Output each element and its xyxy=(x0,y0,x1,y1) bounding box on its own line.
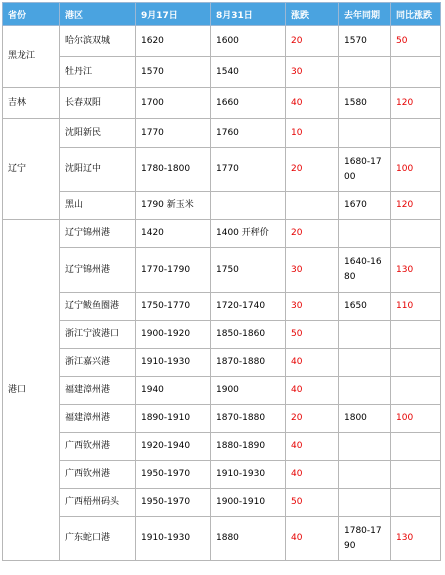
change-cell: 20 xyxy=(286,220,339,248)
last-year-cell: 1780-1790 xyxy=(339,517,391,561)
last-year-cell xyxy=(339,489,391,517)
sep17-cell: 1700 xyxy=(136,88,211,119)
last-year-cell: 1680-1700 xyxy=(339,148,391,192)
table-row xyxy=(3,377,441,405)
yoy-cell: 50 xyxy=(391,26,441,57)
yoy-cell xyxy=(391,220,441,248)
aug31-cell: 1880-1890 xyxy=(211,433,286,461)
last-year-cell: 1640-1680 xyxy=(339,248,391,293)
sep17-cell: 1920-1940 xyxy=(136,433,211,461)
aug31-cell: 1770 xyxy=(211,148,286,192)
yoy-cell xyxy=(391,377,441,405)
sep17-cell: 1790 新玉米 xyxy=(136,192,211,220)
sep17-cell: 1780-1800 xyxy=(136,148,211,192)
table-row xyxy=(3,517,441,561)
table-row xyxy=(3,88,441,119)
sep17-cell: 1770-1790 xyxy=(136,248,211,293)
last-year-cell xyxy=(339,433,391,461)
port-cell: 辽宁锦州港 xyxy=(60,220,136,248)
table-row xyxy=(3,461,441,489)
change-cell: 30 xyxy=(286,248,339,293)
port-cell: 牡丹江 xyxy=(60,57,136,88)
port-cell: 广西钦州港 xyxy=(60,461,136,489)
corn-price-table xyxy=(2,2,441,561)
last-year-cell xyxy=(339,220,391,248)
change-cell: 40 xyxy=(286,461,339,489)
aug31-cell: 1870-1880 xyxy=(211,349,286,377)
sep17-cell: 1910-1930 xyxy=(136,349,211,377)
aug31-cell: 1750 xyxy=(211,248,286,293)
header-aug31: 8月31日 xyxy=(211,3,286,26)
aug31-cell: 1400 开秤价 xyxy=(211,220,286,248)
province-cell: 吉林 xyxy=(3,88,60,119)
change-cell: 40 xyxy=(286,433,339,461)
header-yoy: 同比涨跌 xyxy=(391,3,441,26)
header-province: 省份 xyxy=(3,3,60,26)
aug31-cell: 1660 xyxy=(211,88,286,119)
port-cell: 广西梧州码头 xyxy=(60,489,136,517)
yoy-cell: 120 xyxy=(391,88,441,119)
sep17-cell: 1770 xyxy=(136,119,211,148)
header-port: 港区 xyxy=(60,3,136,26)
province-cell: 黑龙江 xyxy=(3,26,60,88)
aug31-cell: 1900 xyxy=(211,377,286,405)
yoy-cell xyxy=(391,349,441,377)
yoy-cell: 100 xyxy=(391,148,441,192)
last-year-cell xyxy=(339,57,391,88)
sep17-cell: 1750-1770 xyxy=(136,293,211,321)
change-cell: 50 xyxy=(286,489,339,517)
last-year-cell xyxy=(339,119,391,148)
change-cell: 20 xyxy=(286,26,339,57)
yoy-cell: 130 xyxy=(391,248,441,293)
port-cell: 福建漳州港 xyxy=(60,405,136,433)
sep17-cell: 1950-1970 xyxy=(136,461,211,489)
aug31-cell: 1880 xyxy=(211,517,286,561)
aug31-cell: 1600 xyxy=(211,26,286,57)
port-cell: 辽宁鲅鱼圈港 xyxy=(60,293,136,321)
last-year-cell: 1670 xyxy=(339,192,391,220)
sep17-cell: 1420 xyxy=(136,220,211,248)
sep17-cell: 1900-1920 xyxy=(136,321,211,349)
header-sep17: 9月17日 xyxy=(136,3,211,26)
sep17-cell: 1570 xyxy=(136,57,211,88)
header-row xyxy=(3,3,441,26)
change-cell: 20 xyxy=(286,148,339,192)
port-cell: 沈阳辽中 xyxy=(60,148,136,192)
table-row xyxy=(3,405,441,433)
change-cell xyxy=(286,192,339,220)
port-cell: 浙江宁波港口 xyxy=(60,321,136,349)
last-year-cell: 1570 xyxy=(339,26,391,57)
table-row xyxy=(3,248,441,293)
sep17-cell: 1620 xyxy=(136,26,211,57)
table-row xyxy=(3,293,441,321)
table-row xyxy=(3,433,441,461)
last-year-cell: 1650 xyxy=(339,293,391,321)
table-row xyxy=(3,321,441,349)
province-cell: 辽宁 xyxy=(3,119,60,220)
yoy-cell: 100 xyxy=(391,405,441,433)
port-cell: 福建漳州港 xyxy=(60,377,136,405)
change-cell: 40 xyxy=(286,88,339,119)
yoy-cell xyxy=(391,461,441,489)
aug31-cell xyxy=(211,192,286,220)
yoy-cell xyxy=(391,57,441,88)
aug31-cell: 1870-1880 xyxy=(211,405,286,433)
yoy-cell xyxy=(391,433,441,461)
change-cell: 30 xyxy=(286,57,339,88)
port-cell: 辽宁锦州港 xyxy=(60,248,136,293)
aug31-cell: 1850-1860 xyxy=(211,321,286,349)
aug31-cell: 1910-1930 xyxy=(211,461,286,489)
change-cell: 50 xyxy=(286,321,339,349)
sep17-cell: 1890-1910 xyxy=(136,405,211,433)
change-cell: 30 xyxy=(286,293,339,321)
port-cell: 浙江嘉兴港 xyxy=(60,349,136,377)
yoy-cell: 120 xyxy=(391,192,441,220)
aug31-cell: 1900-1910 xyxy=(211,489,286,517)
sep17-cell: 1940 xyxy=(136,377,211,405)
change-cell: 20 xyxy=(286,405,339,433)
sep17-cell: 1910-1930 xyxy=(136,517,211,561)
yoy-cell xyxy=(391,489,441,517)
change-cell: 40 xyxy=(286,349,339,377)
last-year-cell xyxy=(339,321,391,349)
last-year-cell: 1800 xyxy=(339,405,391,433)
province-cell: 港口 xyxy=(3,220,60,561)
last-year-cell xyxy=(339,461,391,489)
header-change: 涨跌 xyxy=(286,3,339,26)
aug31-cell: 1720-1740 xyxy=(211,293,286,321)
sep17-cell: 1950-1970 xyxy=(136,489,211,517)
change-cell: 40 xyxy=(286,517,339,561)
last-year-cell xyxy=(339,349,391,377)
port-cell: 广西钦州港 xyxy=(60,433,136,461)
header-last-year: 去年同期 xyxy=(339,3,391,26)
aug31-cell: 1540 xyxy=(211,57,286,88)
change-cell: 10 xyxy=(286,119,339,148)
port-cell: 哈尔滨双城 xyxy=(60,26,136,57)
table-row xyxy=(3,192,441,220)
port-cell: 长春双阳 xyxy=(60,88,136,119)
port-cell: 黑山 xyxy=(60,192,136,220)
change-cell: 40 xyxy=(286,377,339,405)
table-row xyxy=(3,26,441,57)
table-row xyxy=(3,57,441,88)
yoy-cell: 110 xyxy=(391,293,441,321)
yoy-cell xyxy=(391,119,441,148)
yoy-cell xyxy=(391,321,441,349)
price-table-container xyxy=(2,2,441,561)
last-year-cell xyxy=(339,377,391,405)
port-cell: 广东蛇口港 xyxy=(60,517,136,561)
table-row xyxy=(3,119,441,148)
table-row xyxy=(3,489,441,517)
last-year-cell: 1580 xyxy=(339,88,391,119)
table-row xyxy=(3,148,441,192)
table-row xyxy=(3,349,441,377)
aug31-cell: 1760 xyxy=(211,119,286,148)
port-cell: 沈阳新民 xyxy=(60,119,136,148)
yoy-cell: 130 xyxy=(391,517,441,561)
table-row xyxy=(3,220,441,248)
